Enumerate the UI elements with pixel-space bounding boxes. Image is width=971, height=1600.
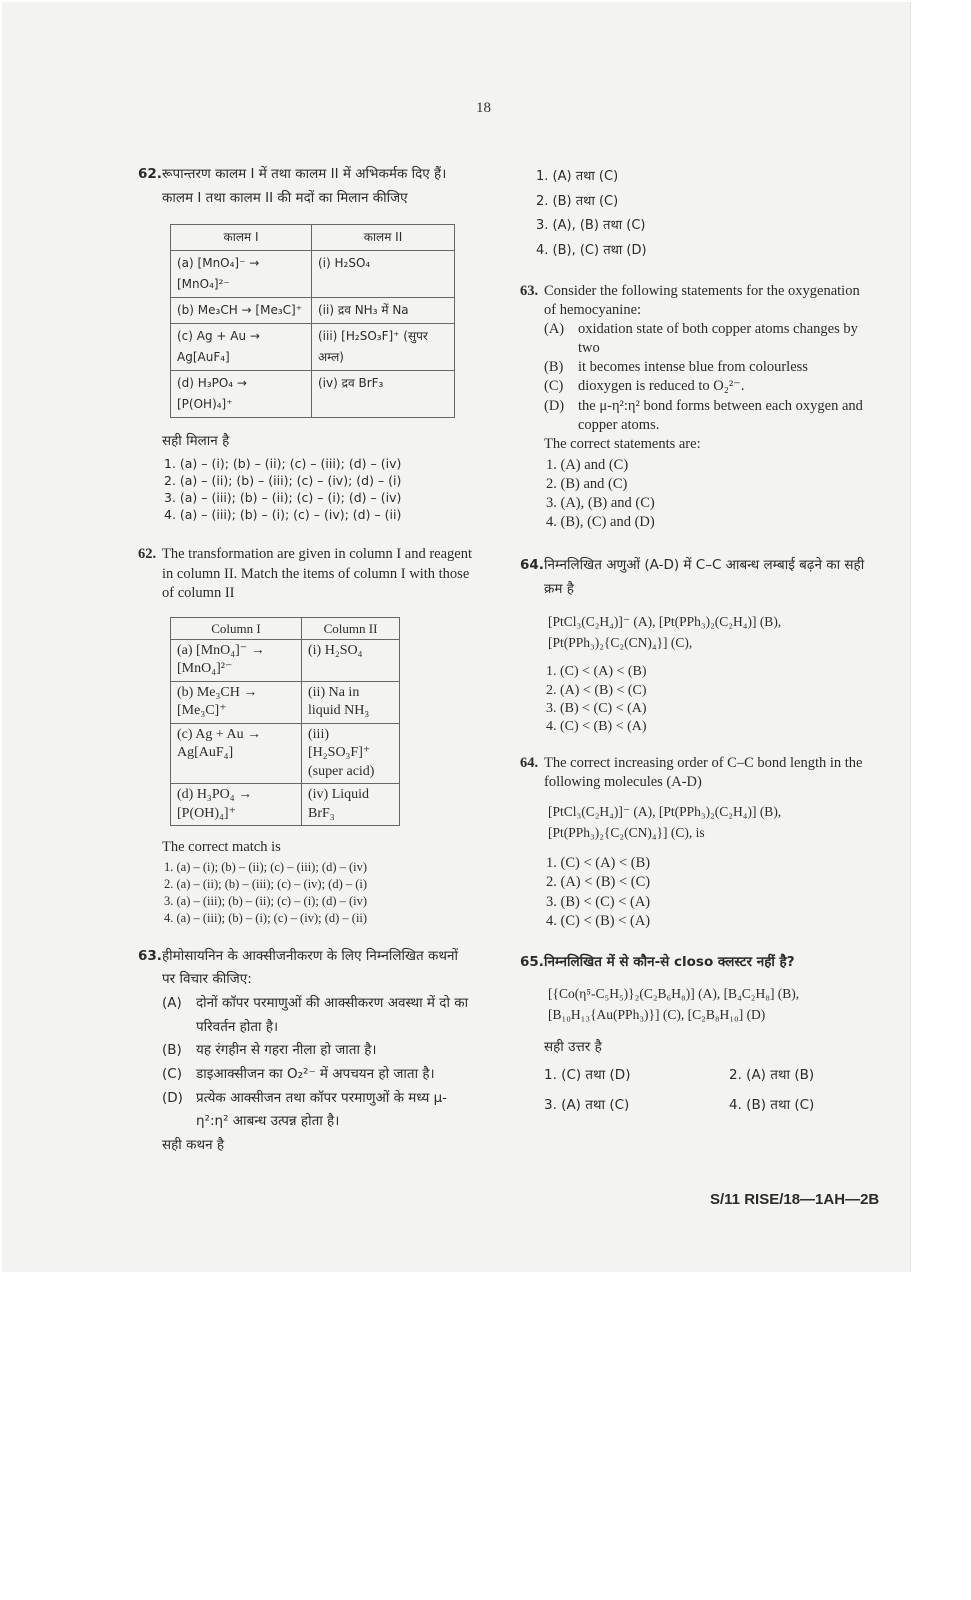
- option-list-63-hindi: [536, 165, 875, 264]
- table-cell: (b) Me₃CH → [Me₃C]⁺: [171, 681, 302, 723]
- option-list: [546, 663, 875, 736]
- option: 1. (A) and (C): [546, 456, 629, 473]
- formula-line: [{Co(η⁵-C₅H₅)}₂(C₂B₆H₈)] (A), [B₄C₂H₈] (B),: [548, 986, 800, 1002]
- question-64-hindi: [520, 554, 875, 736]
- table-header: Column II: [302, 617, 400, 639]
- table-cell: (ii) द्रव NH₃ में Na: [312, 298, 455, 324]
- table-cell: (i) H₂SO₄: [312, 251, 455, 298]
- statement-text: oxidation state of both copper atoms changes by two: [578, 321, 858, 357]
- right-column: [520, 163, 875, 1117]
- formula-block: [548, 984, 875, 1026]
- table-cell: (iv) द्रव BrF₃: [312, 371, 455, 418]
- statement-item: [544, 358, 875, 377]
- option: 3. (B) < (C) < (A): [546, 893, 651, 910]
- table-row: [171, 639, 400, 681]
- table-header: कालम II: [312, 225, 455, 251]
- question-text: हीमोसायनिन के आक्सीजनीकरण के लिए निम्नलिखित कथनों पर विचार कीजिए:: [162, 947, 459, 988]
- question-text: Consider the following statements for the oxygenation of hemocyanine:: [544, 282, 860, 318]
- option: 1. (a) – (i); (b) – (ii); (c) – (iii); (d) – (iv): [164, 455, 402, 471]
- formula-line: [Pt(PPh₃)₂{C₂(CN)₄}] (C), is: [548, 825, 705, 841]
- table-cell: (c) Ag + Au → Ag[AuF₄]: [171, 723, 302, 783]
- answer-lead: सही मिलान है: [162, 433, 230, 450]
- statement-text: the μ-η²:η² bond forms between each oxygen and copper atoms.: [578, 397, 863, 433]
- question-number: 64.: [520, 755, 539, 772]
- statement-text: dioxygen is reduced to O₂²⁻.: [578, 378, 745, 395]
- table-cell: (a) [MnO₄]⁻ → [MnO₄]²⁻: [171, 251, 312, 298]
- question-64-english: [520, 754, 875, 931]
- option: 3. (a) – (iii); (b) – (ii); (c) – (i); (d) – (iv): [164, 894, 368, 908]
- table-row: [171, 298, 455, 324]
- option: 4. (B), (C) and (D): [546, 514, 655, 531]
- table-cell: (iv) Liquid BrF₃: [302, 784, 400, 826]
- option: 2. (A) तथा (B): [729, 1066, 815, 1083]
- option: 2. (a) – (ii); (b) – (iii); (c) – (iv); (d) – (i): [164, 877, 368, 892]
- statement-label: (B): [544, 359, 564, 376]
- option: 2. (a) – (ii); (b) – (iii); (c) – (iv); (d) – (i): [164, 472, 402, 488]
- option-list: [164, 456, 473, 524]
- formula-block: [548, 612, 875, 654]
- question-text: निम्नलिखित अणुओं (A-D) में C–C आबन्ध लम्बाई बढ़ने का सही क्रम है: [544, 557, 865, 597]
- formula-block: [548, 802, 875, 844]
- table-row: [171, 371, 455, 418]
- question-number: 65.: [520, 953, 544, 970]
- table-row: [171, 324, 455, 371]
- table-row: [171, 251, 455, 298]
- table-cell: (iii) [H₂SO₃F]⁺ (super acid): [302, 723, 400, 783]
- table-cell: (c) Ag + Au → Ag[AuF₄]: [171, 324, 312, 371]
- page-number: 18: [476, 100, 491, 116]
- option-list: [546, 456, 875, 533]
- statement-label: (A): [162, 995, 182, 1011]
- question-62-hindi: [138, 163, 473, 523]
- option: 3. (A) तथा (C): [544, 1096, 630, 1113]
- question-63-english: [520, 282, 875, 533]
- option: 2. (B) and (C): [546, 476, 628, 492]
- statement-text: यह रंगहीन से गहरा नीला हो जाता है।: [196, 1042, 377, 1059]
- statement-text: it becomes intense blue from colourless: [578, 359, 808, 376]
- table-row: [171, 681, 400, 723]
- statement-item: [162, 1063, 473, 1087]
- question-number: 62.: [138, 166, 162, 182]
- answer-lead: The correct match is: [162, 839, 281, 856]
- answer-lead: सही कथन है: [162, 1136, 225, 1153]
- option: 1. (A) तथा (C): [536, 169, 619, 184]
- formula-line: [Pt(PPh₃)₂{C₂(CN)₄}] (C),: [548, 634, 693, 650]
- statement-text: दोनों कॉपर परमाणुओं की आक्सीकरण अवस्था में दो का परिवर्तन होता है।: [196, 995, 469, 1035]
- question-number: 63.: [520, 282, 539, 299]
- question-65-hindi: [520, 951, 875, 1117]
- statement-item: [162, 992, 473, 1039]
- option-grid: [544, 1064, 875, 1117]
- statement-item: [544, 397, 875, 435]
- table-header: कालम I: [171, 225, 312, 251]
- left-column: [138, 163, 473, 1157]
- statement-item: [162, 1087, 473, 1134]
- question-number: 64.: [520, 557, 544, 574]
- option: 4. (B) तथा (C): [729, 1096, 815, 1113]
- option: 2. (A) < (B) < (C): [546, 682, 647, 698]
- table-cell: (d) H₃PO₄ → [P(OH)₄]⁺: [171, 784, 302, 826]
- statement-item: [162, 1039, 473, 1063]
- statement-label: (D): [544, 397, 565, 414]
- table-cell: (iii) [H₂SO₃F]⁺ (सुपर अम्ल): [312, 324, 455, 371]
- option: 1. (C) < (A) < (B): [546, 664, 647, 680]
- question-text: निम्नलिखित में से कौन-से closo क्लस्टर नहीं है?: [544, 953, 795, 970]
- option: 4. (a) – (iii); (b) – (i); (c) – (iv); (d) – (ii): [164, 910, 368, 925]
- statement-text: प्रत्येक आक्सीजन तथा कॉपर परमाणुओं के मध्य μ-η²:η² आबन्ध उत्पन्न होता है।: [196, 1089, 448, 1130]
- statement-item: [544, 320, 875, 358]
- table-cell: (d) H₃PO₄ → [P(OH)₄]⁺: [171, 371, 312, 418]
- option: 4. (C) < (B) < (A): [546, 912, 651, 929]
- option: 2. (A) < (B) < (C): [546, 874, 651, 891]
- table-header: Column I: [171, 617, 302, 639]
- option: 4. (C) < (B) < (A): [546, 719, 647, 735]
- formula-line: [PtCl₃(C₂H₄)]⁻ (A), [Pt(PPh₃)₂(C₂H₄)] (B),: [548, 804, 782, 820]
- question-62-english: [138, 545, 473, 926]
- match-table-english: [170, 617, 400, 826]
- option: 4. (B), (C) तथा (D): [536, 243, 647, 259]
- option: 3. (A), (B) तथा (C): [536, 218, 646, 234]
- option: 4. (a) – (iii); (b) – (i); (c) – (iv); (d) – (ii): [164, 506, 402, 522]
- statement-text: डाइआक्सीजन का O₂²⁻ में अपचयन हो जाता है।: [196, 1065, 435, 1082]
- answer-lead: The correct statements are:: [544, 435, 701, 452]
- option: 1. (a) – (i); (b) – (ii); (c) – (iii); (d) – (iv): [164, 860, 368, 875]
- match-table-hindi: [170, 224, 455, 418]
- table-cell: (a) [MnO₄]⁻ → [MnO₄]²⁻: [171, 639, 302, 681]
- table-cell: (ii) Na in liquid NH₃: [302, 681, 400, 723]
- option: 2. (B) तथा (C): [536, 193, 619, 209]
- table-cell: (b) Me₃CH → [Me₃C]⁺: [171, 298, 312, 324]
- statement-label: (A): [544, 321, 565, 337]
- statement-label: (C): [544, 378, 564, 395]
- question-text: The correct increasing order of C–C bond length in the following molecules (A-D): [544, 755, 863, 791]
- table-row: [171, 723, 400, 783]
- question-text: The transformation are given in column I and reagent in column II. Match the items of column I with those of column II: [162, 546, 473, 601]
- option: 1. (C) < (A) < (B): [546, 855, 651, 872]
- option: 3. (B) < (C) < (A): [546, 700, 647, 716]
- statement-label: (D): [162, 1089, 183, 1106]
- option: 1. (C) तथा (D): [544, 1066, 631, 1083]
- option-list: [164, 859, 473, 927]
- option: 3. (A), (B) and (C): [546, 495, 655, 512]
- statement-label: (B): [162, 1042, 182, 1059]
- table-cell: (i) H₂SO₄: [302, 639, 400, 681]
- question-63-hindi: [138, 945, 473, 1158]
- table-row: [171, 784, 400, 826]
- question-text: रूपान्तरण कालम I में तथा कालम II में अभिकर्मक दिए हैं। कालम I तथा कालम II की मदों का मिलान कीजिए: [162, 166, 447, 206]
- question-number: 62.: [138, 546, 157, 563]
- question-number: 63.: [138, 947, 162, 964]
- formula-line: [B₁₀H₁₃{Au(PPh₃)}] (C), [C₂B₈H₁₀] (D): [548, 1007, 766, 1023]
- paper-code: S/11 RISE/18—1AH—2B: [710, 1191, 880, 1208]
- option-list: [546, 854, 875, 931]
- option: 3. (a) – (iii); (b) – (ii); (c) – (i); (d) – (iv): [164, 489, 402, 505]
- formula-line: [PtCl₃(C₂H₄)]⁻ (A), [Pt(PPh₃)₂(C₂H₄)] (B),: [548, 613, 782, 629]
- answer-lead: सही उत्तर है: [544, 1039, 602, 1056]
- statement-label: (C): [162, 1065, 182, 1082]
- statement-item: [544, 377, 875, 396]
